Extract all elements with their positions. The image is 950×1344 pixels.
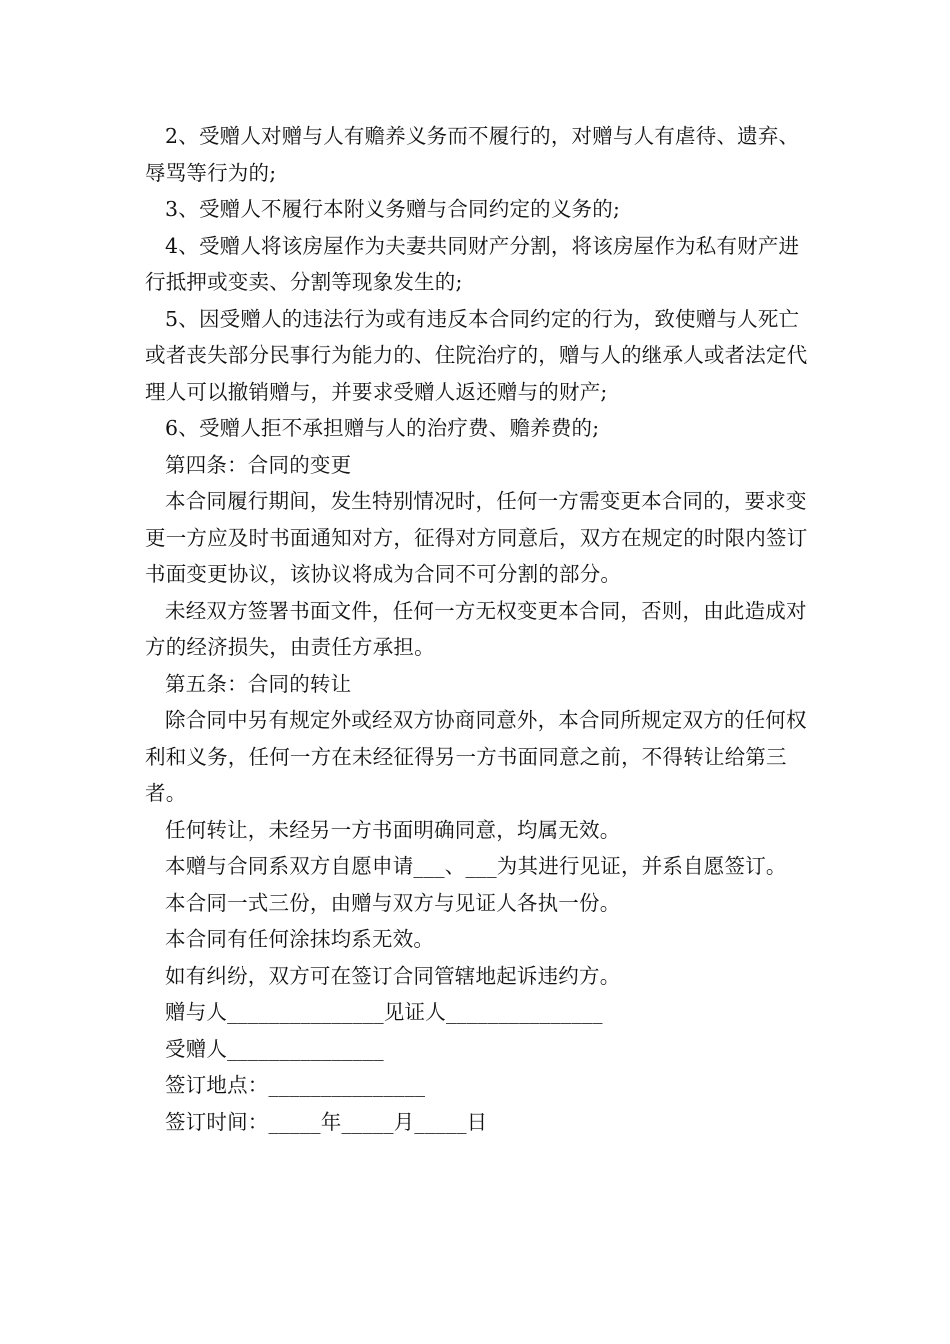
clause-3: 3、受赠人不履行本附义务赠与合同约定的义务的; bbox=[165, 197, 621, 221]
signature-donor-witness: 赠与人_______________见证人_______________ bbox=[165, 1000, 603, 1024]
copies-clause: 本合同一式三份，由赠与双方与见证人各执一份。 bbox=[165, 890, 621, 915]
witness-clause: 本赠与合同系双方自愿申请___、___为其进行见证，并系自愿签订。 bbox=[165, 854, 787, 878]
alteration-clause: 本合同有任何涂抹均系无效。 bbox=[165, 927, 435, 951]
article-4-para-1: 本合同履行期间，发生特别情况时，任何一方需变更本合同的，要求变更一方应及时书面通知对方，征得对方同意后，双方在规定的时限内签订书面变更协议，该协议将成为合同不可分割的部分。 bbox=[145, 489, 808, 586]
clause-2: 2、受赠人对赠与人有赡养义务而不履行的，对赠与人有虐待、遗弃、辱骂等行为的; bbox=[145, 124, 800, 185]
article-5-para-1: 除合同中另有规定外或经双方协商同意外，本合同所规定双方的任何权利和义务，任何一方在未经征得另一方书面同意之前，不得转让给第三者。 bbox=[145, 708, 807, 805]
clause-6: 6、受赠人拒不承担赠与人的治疗费、赡养费的; bbox=[165, 416, 600, 440]
signing-date: 签订时间：_____年_____月_____日 bbox=[165, 1109, 488, 1134]
clause-5: 5、因受赠人的违法行为或有违反本合同约定的行为，致使赠与人死亡或者丧失部分民事行为能力的、住院治疗的，赠与人的继承人或者法定代理人可以撤销赠与，并要求受赠人返还赠与的财产; bbox=[145, 306, 808, 404]
dispute-clause: 如有纠纷，双方可在签订合同管辖地起诉违约方。 bbox=[165, 963, 621, 988]
article-4-heading: 第四条：合同的变更 bbox=[165, 452, 352, 477]
article-5-heading: 第五条：合同的转让 bbox=[165, 671, 352, 696]
article-5-para-2: 任何转让，未经另一方书面明确同意，均属无效。 bbox=[165, 817, 621, 842]
signature-recipient: 受赠人_______________ bbox=[165, 1036, 384, 1061]
signing-place: 签订地点：_______________ bbox=[165, 1073, 426, 1097]
clause-4: 4、受赠人将该房屋作为夫妻共同财产分割，将该房屋作为私有财产进行抵押或变卖、分割等现象发生的; bbox=[145, 233, 800, 294]
article-4-para-2: 未经双方签署书面文件，任何一方无权变更本合同，否则，由此造成对方的经济损失，由责任方承担。 bbox=[145, 598, 807, 659]
